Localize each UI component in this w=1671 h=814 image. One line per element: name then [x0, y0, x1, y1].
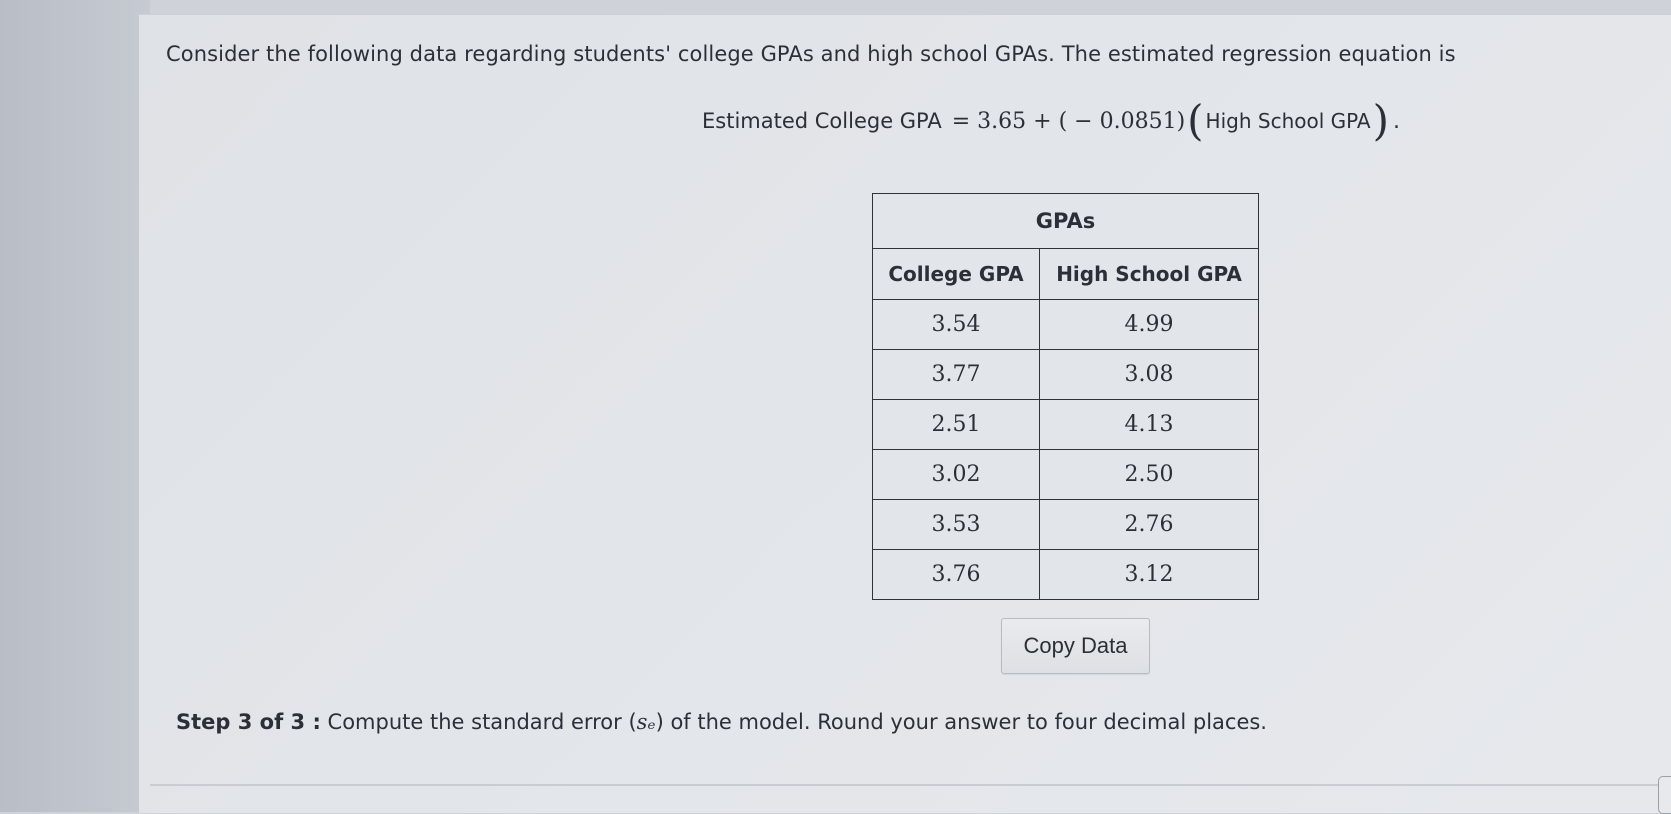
- standard-error-symbol: sₑ: [636, 710, 656, 734]
- high-school-gpa-cell: 3.08: [1040, 350, 1259, 400]
- table-row: [873, 350, 1259, 400]
- table-row: [873, 400, 1259, 450]
- table-row: [873, 550, 1259, 600]
- step-text-before: Compute the standard error (: [320, 710, 637, 734]
- question-intro-text: Consider the following data regarding students' college GPAs and high school GPAs. The estimated regression equation is: [166, 42, 1456, 66]
- college-gpa-cell: 2.51: [873, 400, 1040, 450]
- column-header-high-school-gpa: High School GPA: [1040, 249, 1259, 300]
- equation-period: .: [1392, 108, 1400, 134]
- high-school-gpa-cell: 4.13: [1040, 400, 1259, 450]
- college-gpa-cell: 3.54: [873, 300, 1040, 350]
- background-left-margin: [0, 0, 150, 812]
- equation-coefficients: = 3.65 + ( − 0.0851): [951, 108, 1186, 134]
- college-gpa-cell: 3.77: [873, 350, 1040, 400]
- step-text-after: ) of the model. Round your answer to four decimal places.: [655, 710, 1267, 734]
- step-label: Step 3 of 3 :: [176, 710, 321, 734]
- gpa-data-table: [872, 193, 1259, 600]
- high-school-gpa-cell: 3.12: [1040, 550, 1259, 600]
- table-row: [873, 500, 1259, 550]
- table-row: [873, 450, 1259, 500]
- college-gpa-cell: 3.76: [873, 550, 1040, 600]
- scrollbar-handle[interactable]: [1658, 776, 1671, 814]
- answer-area-divider: [150, 784, 1671, 786]
- column-header-college-gpa: College GPA: [873, 249, 1040, 300]
- high-school-gpa-cell: 4.99: [1040, 300, 1259, 350]
- copy-data-button[interactable]: Copy Data: [1001, 618, 1150, 674]
- regression-equation: [702, 96, 1400, 146]
- high-school-gpa-cell: 2.50: [1040, 450, 1259, 500]
- college-gpa-cell: 3.02: [873, 450, 1040, 500]
- college-gpa-cell: 3.53: [873, 500, 1040, 550]
- step-instruction: [176, 710, 1267, 734]
- table-title: GPAs: [873, 194, 1259, 249]
- equation-open-paren: (: [1187, 96, 1204, 145]
- table-row: [873, 300, 1259, 350]
- equation-close-paren: ): [1372, 96, 1389, 145]
- equation-variable: High School GPA: [1205, 109, 1371, 133]
- equation-lhs: Estimated College GPA: [702, 109, 942, 133]
- high-school-gpa-cell: 2.76: [1040, 500, 1259, 550]
